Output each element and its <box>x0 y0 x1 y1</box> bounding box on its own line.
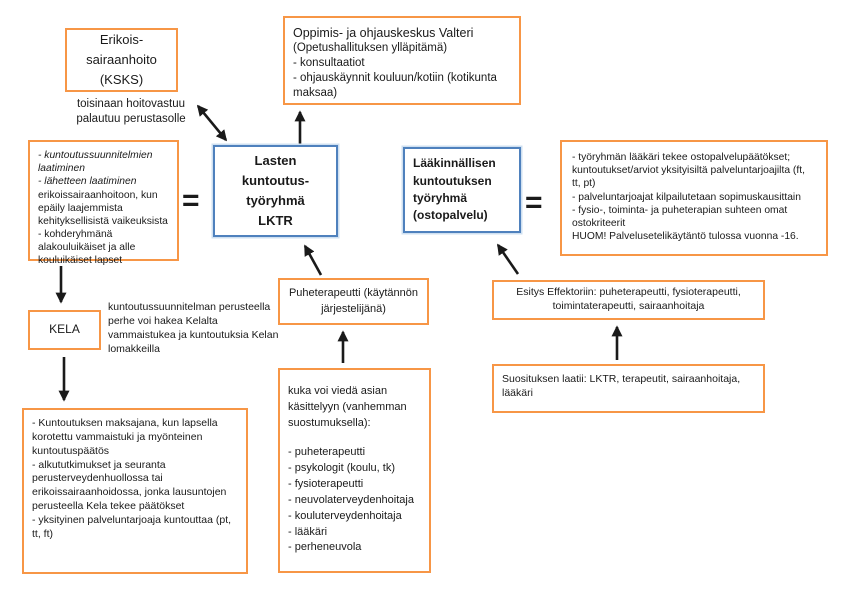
box-valteri-line: (Opetushallituksen ylläpitämä) <box>293 42 448 55</box>
box-left-tasks-line: - kohderyhmänä alakouluikäiset ja alle kouluikäiset lapset <box>38 229 136 267</box>
box-kuka-item: - perheneuvola <box>288 541 362 554</box>
box-suositus-label: Suosituksen laatii: LKTR, terapeutit, sairaanhoitaja, lääkäri <box>502 373 741 399</box>
box-left-tasks <box>28 140 179 267</box>
box-valteri-title: Oppimis- ja ohjauskeskus Valteri <box>293 26 474 40</box>
box-laakinnallinen-line: Lääkinnällisen <box>413 156 496 171</box>
box-left-tasks-line-italic: - kuntoutussuunnitelmien laatiminen <box>38 150 153 175</box>
box-laakinnallinen-line: työryhmä <box>413 191 468 205</box>
box-lktr-line: kuntoutus- <box>241 172 310 188</box>
box-kuka-item: - lääkäri <box>288 525 328 538</box>
box-erikoissairaanhoito <box>65 28 178 92</box>
box-kela <box>28 310 101 350</box>
equals-right: = <box>525 186 543 219</box>
box-lktr-line: työryhmä <box>246 193 305 208</box>
box-valteri-line: - ohjauskäynnit kouluun/kotiin (kotikunta maksaa) <box>293 72 497 100</box>
box-esitys-label: Esitys Effektoriin: puheterapeutti, fysioterapeutti, toimintaterapeutti, sairaanhoitaja <box>516 286 741 312</box>
box-kela-maksaja-line: - yksityinen palveluntarjoaja kuntouttaa (pt, tt, ft) <box>32 514 232 540</box>
box-kuka-item: - kouluterveydenhoitaja <box>288 509 402 522</box>
box-kela-maksaja-line: - alkututkimukset ja seuranta perusterveydenhuollossa tai erikoissairaanhoidossa, jonka lausuntojen perusteella Kela tekee päätökset <box>32 458 227 513</box>
kskss-caption: toisinaan hoitovastuu palautuu perustasolle <box>76 98 186 125</box>
box-kela-maksaja-line: - Kuntoutuksen maksajana, kun lapsella korotettu vammaistuki ja myönteinen kuntoutuspäätös <box>32 417 218 457</box>
box-erikoissairaanhoito-line: sairaanhoito <box>86 51 157 67</box>
box-lktr <box>213 145 338 237</box>
box-erikoissairaanhoito-line: Erikois- <box>99 31 144 47</box>
box-kela-label: KELA <box>49 322 80 337</box>
kela-note: kuntoutussuunnitelman perusteella perhe voi hakea Kelalta vammaistukea ja kuntoutuksia Kelan lomakkeilla <box>108 301 279 355</box>
box-laakinnallinen <box>403 147 521 233</box>
box-kuka-item: - psykologit (koulu, tk) <box>288 461 395 474</box>
box-valteri-line: - konsultaatiot <box>293 57 365 70</box>
box-kuka-voi-vieda <box>278 368 431 573</box>
box-ostopalvelu-info-line: HUOM! Palvelusetelikäytäntö tulossa vuonna -16. <box>572 231 799 243</box>
box-puheterapeutti <box>278 278 429 325</box>
box-laakinnallinen-line: (ostopalvelu) <box>413 208 488 223</box>
box-valteri <box>283 16 521 105</box>
box-puheterapeutti-label: Puheterapeutti (käytännön järjestelijänä) <box>288 286 419 315</box>
box-suosituksen-laatii <box>492 364 765 413</box>
box-kela-maksaja <box>22 408 248 574</box>
box-kuka-item: - puheterapeutti <box>288 445 366 458</box>
equals-left: = <box>182 184 200 217</box>
box-ostopalvelu-info-line: - fysio-, toiminta- ja puheterapian suhteen omat ostokriteerit <box>572 204 788 229</box>
box-kuka-item: - neuvolaterveydenhoitaja <box>288 493 414 506</box>
box-kuka-intro: kuka voi viedä asian käsittelyyn (vanhemman suostumuksella): <box>288 385 407 429</box>
box-esitys-effektoriin <box>492 280 765 320</box>
arrow-puheterapeutti-to-lktr <box>305 246 321 275</box>
box-lktr-line: LKTR <box>258 213 293 229</box>
box-lktr-line: Lasten <box>254 152 297 168</box>
box-laakinnallinen-line: kuntoutuksen <box>413 173 492 188</box>
box-erikoissairaanhoito-line: (KSKS) <box>99 72 144 88</box>
box-left-tasks-line: erikoissairaanhoitoon, kun epäily laajemmista kehityksellisistä vaikeuksista <box>38 189 168 227</box>
box-ostopalvelu-info-line: - palveluntarjoajat kilpailutetaan sopimuskausittain <box>572 191 801 203</box>
arrow-esitys-to-laakinnallinen <box>498 245 518 274</box>
box-left-tasks-line-italic: - lähetteen laatiminen <box>38 176 137 188</box>
box-ostopalvelu-info <box>560 140 828 256</box>
box-ostopalvelu-info-line: - työryhmän lääkäri tekee ostopalvelupäätökset; kuntoutukset/arviot yksityisiltä palveluntarjoajilta (ft, tt, pt) <box>572 152 805 190</box>
box-kuka-item: - fysioterapeutti <box>288 477 364 490</box>
